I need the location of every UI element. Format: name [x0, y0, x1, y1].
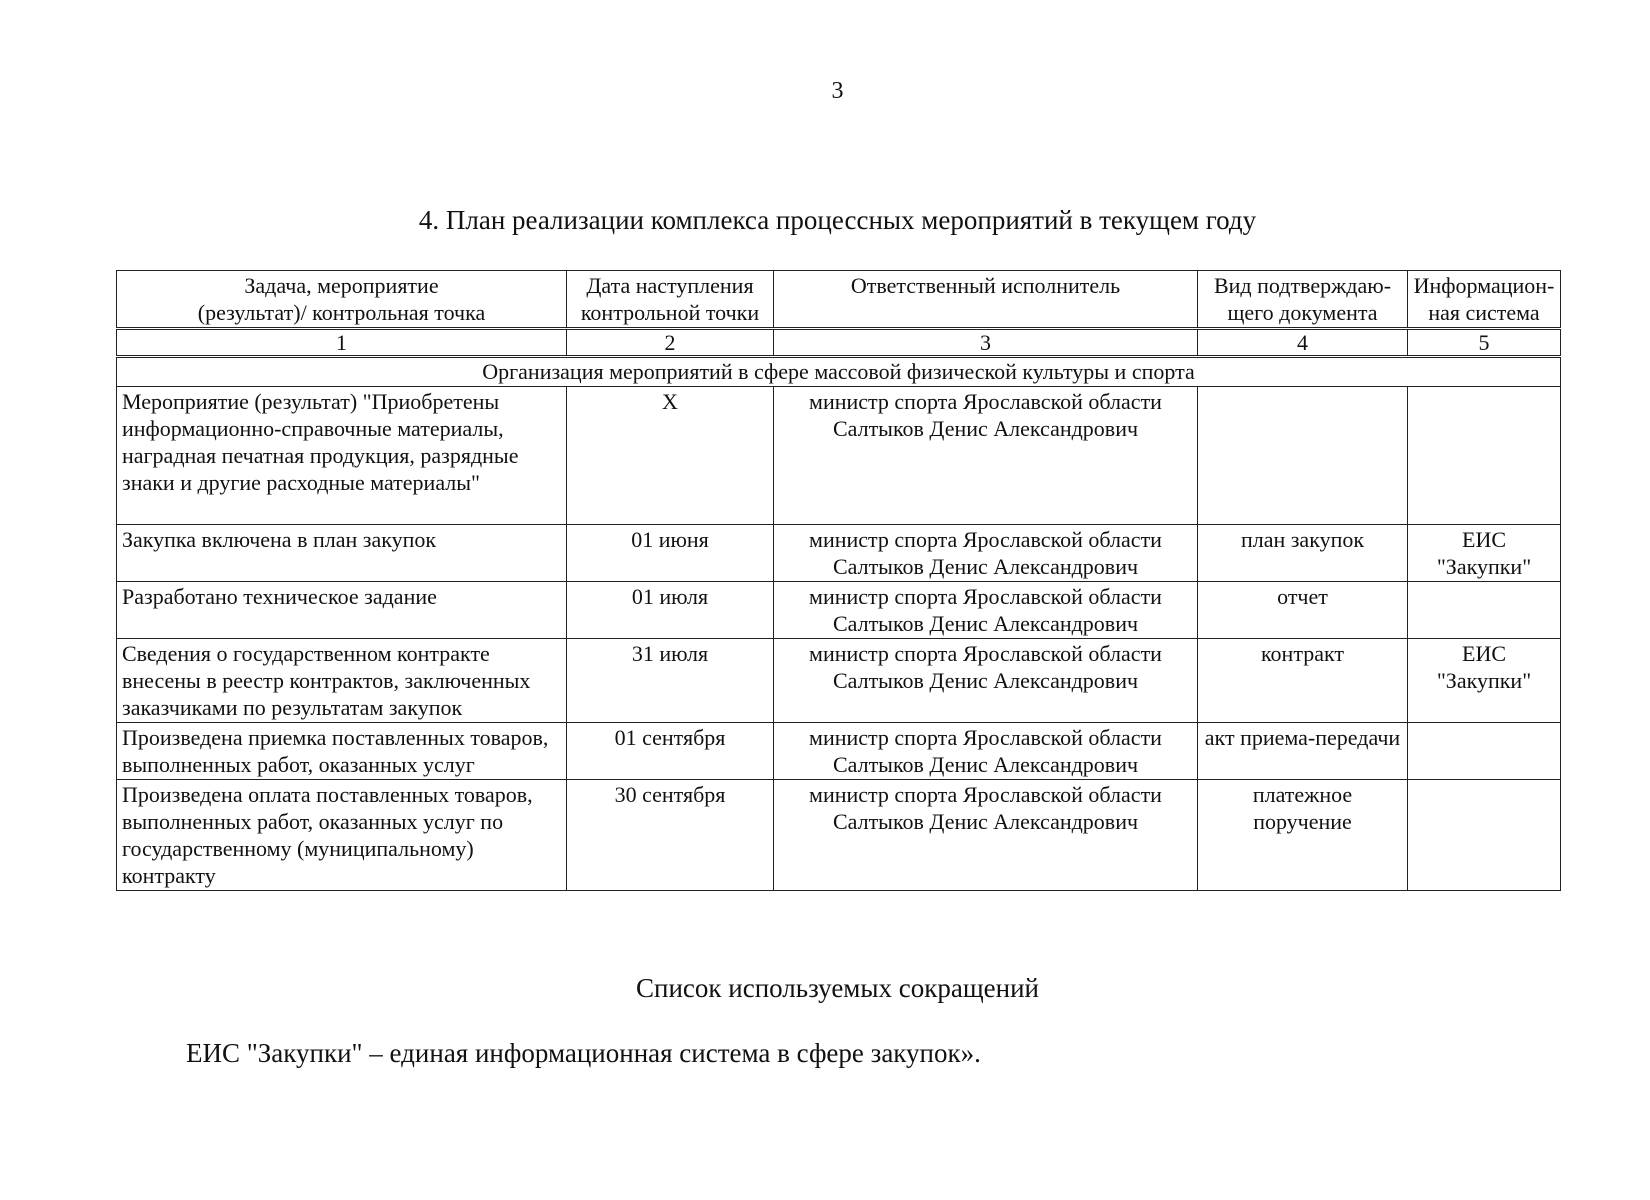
executor-cell: министр спорта Ярославской области Салтыков Денис Александрович	[774, 387, 1198, 525]
document-cell: акт приема-передачи	[1198, 723, 1408, 780]
table-header-row	[117, 271, 1561, 329]
group-row	[117, 357, 1561, 387]
task-cell: Закупка включена в план закупок	[117, 525, 567, 582]
executor-cell: министр спорта Ярославской области Салтыков Денис Александрович	[774, 639, 1198, 723]
task-cell: Мероприятие (результат) "Приобретены информационно-справочные материалы, наградная печатная продукция, разрядные знаки и другие расходные материалы"	[117, 387, 567, 525]
header-executor: Ответственный исполнитель	[774, 271, 1198, 329]
date-cell: Х	[567, 387, 774, 525]
document-cell: платежное поручение	[1198, 780, 1408, 891]
task-cell: Разработано техническое задание	[117, 582, 567, 639]
system-cell	[1408, 780, 1561, 891]
table-row	[117, 639, 1561, 723]
date-cell: 31 июля	[567, 639, 774, 723]
column-number: 3	[774, 329, 1198, 357]
document-cell: отчет	[1198, 582, 1408, 639]
header-system: Информацион- ная система	[1408, 271, 1561, 329]
date-cell: 01 июля	[567, 582, 774, 639]
date-cell: 30 сентября	[567, 780, 774, 891]
header-date: Дата наступления контрольной точки	[567, 271, 774, 329]
abbreviations-title: Список используемых сокращений	[636, 973, 1039, 1003]
executor-cell: министр спорта Ярославской области Салтыков Денис Александрович	[774, 525, 1198, 582]
date-cell: 01 июня	[567, 525, 774, 582]
section-title: 4. План реализации комплекса процессных мероприятий в текущем году	[418, 205, 1257, 235]
document-cell: план закупок	[1198, 525, 1408, 582]
date-cell: 01 сентября	[567, 723, 774, 780]
table-row	[117, 525, 1561, 582]
abbreviation-item: ЕИС "Закупки" – единая информационная система в сфере закупок».	[186, 1038, 981, 1068]
task-cell: Произведена приемка поставленных товаров, выполненных работ, оказанных услуг	[117, 723, 567, 780]
table-row	[117, 582, 1561, 639]
column-numbers-row	[117, 329, 1561, 357]
document-cell	[1198, 387, 1408, 525]
system-cell	[1408, 582, 1561, 639]
system-cell: ЕИС "Закупки"	[1408, 525, 1561, 582]
system-cell	[1408, 723, 1561, 780]
column-number: 1	[117, 329, 567, 357]
column-number: 2	[567, 329, 774, 357]
document-cell: контракт	[1198, 639, 1408, 723]
table-row	[117, 723, 1561, 780]
header-document: Вид подтверждаю- щего документа	[1198, 271, 1408, 329]
executor-cell: министр спорта Ярославской области Салтыков Денис Александрович	[774, 582, 1198, 639]
column-number: 4	[1198, 329, 1408, 357]
executor-cell: министр спорта Ярославской области Салтыков Денис Александрович	[774, 780, 1198, 891]
group-title: Организация мероприятий в сфере массовой физической культуры и спорта	[117, 357, 1561, 387]
system-cell: ЕИС "Закупки"	[1408, 639, 1561, 723]
header-task: Задача, мероприятие (результат)/ контрольная точка	[117, 271, 567, 329]
table-row	[117, 387, 1561, 525]
executor-cell: министр спорта Ярославской области Салтыков Денис Александрович	[774, 723, 1198, 780]
page-number: 3	[831, 78, 844, 104]
column-number: 5	[1408, 329, 1561, 357]
task-cell: Сведения о государственном контракте внесены в реестр контрактов, заключенных заказчиками по результатам закупок	[117, 639, 567, 723]
plan-table	[116, 270, 1561, 891]
system-cell	[1408, 387, 1561, 525]
table-row	[117, 780, 1561, 891]
task-cell: Произведена оплата поставленных товаров, выполненных работ, оказанных услуг по государственному (муниципальному) контракту	[117, 780, 567, 891]
